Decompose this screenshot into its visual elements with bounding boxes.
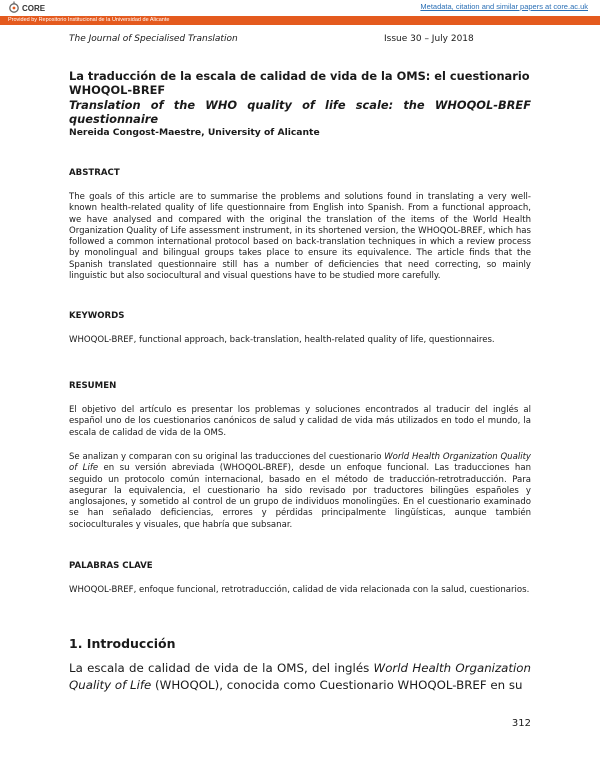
core-bar	[0, 0, 600, 16]
provided-by-text: Provided by Repositorio Institucional de la Universidad de Alicante	[8, 17, 170, 23]
resumen-p2-italic: World Health Organization Quality of Life	[69, 452, 531, 474]
journal-name: The Journal of Specialised Translation	[69, 34, 238, 44]
intro-italic: World Health Organization Quality of Life	[69, 661, 531, 692]
resumen-paragraph-2	[69, 452, 531, 531]
resumen-heading: RESUMEN	[69, 381, 117, 391]
core-logo-text: CORE	[22, 4, 46, 13]
palabras-clave-text: WHOQOL-BREF, enfoque funcional, retrotraducción, calidad de vida relacionada con la salud, cuestionarios.	[69, 585, 530, 595]
resumen-p2-after: en su versión abreviada (WHOQOL-BREF), desde un enfoque funcional. Las traducciones han seguido un protocolo común internacional, basado en el método de traducción-retrotraducción. Para asegurar la equivalencia, el cuestionario ha sido revisado por traductores bilingües españoles y anglosajones, y sometido al control de un grupo de individuos monolingües. En el cuestionario examinado se han señalado deficiencias, errores y pérdidas principalmente lingüísticas, aunque también socioculturales y visuales, que habría que subsanar.	[69, 463, 531, 530]
intro-before: La escala de calidad de vida de la OMS, del inglés	[69, 661, 374, 675]
provided-by-bar	[0, 16, 600, 25]
title-english: Translation of the WHO quality of life scale: the WHOQOL-BREF questionnaire	[69, 98, 531, 126]
keywords-heading: KEYWORDS	[69, 311, 125, 321]
resumen-p2-before: Se analizan y comparan con su original las traducciones del cuestionario	[69, 452, 385, 462]
title-spanish: La traducción de la escala de calidad de vida de la OMS: el cuestionario WHOQOL-BREF	[69, 69, 530, 97]
keywords-text: WHOQOL-BREF, functional approach, back-translation, health-related quality of life, questionnaires.	[69, 335, 495, 345]
issue-info: Issue 30 – July 2018	[384, 34, 474, 44]
page-number: 312	[511, 718, 531, 729]
intro-after: (WHOQOL), conocida como Cuestionario WHOQOL-BREF en su	[151, 677, 523, 692]
core-logo-icon	[8, 1, 20, 13]
metadata-link[interactable]: Metadata, citation and similar papers at core.ac.uk	[420, 2, 588, 11]
abstract-heading: ABSTRACT	[69, 168, 120, 178]
resumen-paragraph-1: El objetivo del artículo es presentar los problemas y soluciones encontrados al traducir del inglés al español uno de los cuestionarios canónicos de salud y calidad de vida más utilizados en todo el mundo, la escala de calidad de vida de la OMS.	[69, 405, 531, 438]
abstract-text: The goals of this article are to summarise the problems and solutions found in translating a very well-known health-related quality of life questionnaire from English into Spanish. From a functional approach, we have analysed and compared with the original the translation of the items of the World Health Organization Quality of Life assessment instrument, in its shortened version, the WHOQOL-BREF, which has followed a common international protocol based on back-translation techniques in which a review process by monolingual and bilingual groups takes place to ensure its equivalence. The article finds that the Spanish translated questionnaire still has a number of deficiencies that need correcting, so mainly linguistic but also sociocultural and visual questions have to be studied more carefully.	[69, 192, 531, 282]
core-logo[interactable]	[8, 1, 45, 13]
palabras-clave-heading: PALABRAS CLAVE	[69, 561, 153, 571]
author-line: Nereida Congost-Maestre, University of Alicante	[69, 127, 320, 138]
intro-paragraph	[69, 660, 531, 693]
section-title-introduccion: 1. Introducción	[69, 636, 176, 651]
